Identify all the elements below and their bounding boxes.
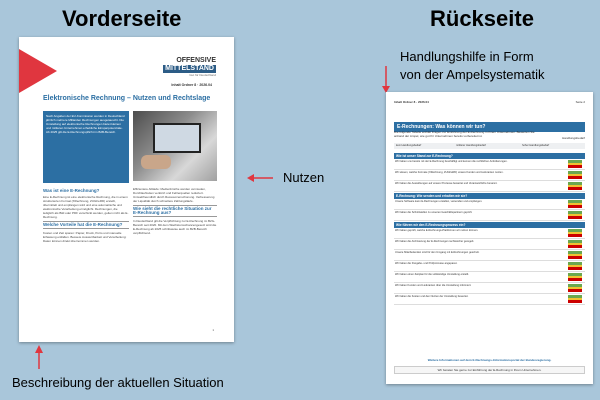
assessment-row bbox=[394, 199, 585, 210]
front-column-right bbox=[133, 187, 217, 327]
legend-yellow: mittlerer Handlungsbedarf bbox=[456, 144, 486, 147]
assessment-row-text: Wir haben die Freigabe- und Prüfprozesse angepasst. bbox=[395, 262, 458, 265]
section-header: E-Rechnung: Wie senden und erhalten wir sie? bbox=[394, 193, 585, 199]
handout-annotation-line1: Handlungshilfe in Form bbox=[400, 49, 534, 64]
situation-annotation: Beschreibung der aktuellen Situation bbox=[12, 375, 224, 390]
assessment-row bbox=[394, 159, 585, 170]
assessment-row-text: Wir haben die Kosten und den Nutzen der Umstellung bewertet. bbox=[395, 295, 469, 298]
assessment-row-text: Wir haben die Auswirkungen auf unsere Prozesse bewertet und Verantwortliche benannt. bbox=[395, 182, 498, 185]
traffic-light-icon bbox=[568, 295, 582, 303]
legend-red: hoher Handlungsbedarf bbox=[522, 144, 550, 147]
front-column-left bbox=[43, 187, 129, 327]
back-docref: Inhalt Ordner 8 · 2026.04 bbox=[394, 100, 429, 104]
front-sub-heading-2: Welche Vorteile hat die E-Rechnung? bbox=[43, 221, 129, 229]
assessment-row-text: Unsere Mitarbeitenden sind für den Umgang mit E-Rechnungen geschult. bbox=[395, 251, 480, 254]
back-page-heading: Rückseite bbox=[430, 6, 534, 31]
traffic-light-icon bbox=[568, 229, 582, 237]
assessment-row bbox=[394, 294, 585, 305]
handout-arrow-icon bbox=[380, 64, 392, 94]
front-col1-text: Eine E-Rechnung ist eine elektronische Rechnung, die in einem strukturierten Format (XRechnung, ZUGFeRD) erstellt, übermittelt und empfangen wird und eine automatische und elektronische Verarbeitung ermöglicht. Rechnungen, die lediglich als Bild oder PDF verschickt werden, gelten nicht als E-Rechnung. bbox=[43, 195, 129, 219]
traffic-light-icon bbox=[568, 240, 582, 248]
front-title: Elektronische Rechnung – Nutzen und Rechtslage bbox=[43, 95, 211, 102]
assessment-row-text: Wir haben uns bereits mit der E-Rechnung beschäftigt und kennen die rechtlichen Anforderungen. bbox=[395, 160, 508, 163]
traffic-light-legend bbox=[394, 143, 585, 149]
traffic-light-icon bbox=[568, 200, 582, 208]
assessment-row-text: Wir haben die Archivierung der E-Rechnungen rechtssicher geregelt. bbox=[395, 240, 475, 243]
traffic-light-icon bbox=[568, 273, 582, 281]
assessment-row-text: Wir haben geprüft, welche E-Rechnungs-Plattformen wir nutzen können. bbox=[395, 229, 479, 232]
assessment-row bbox=[394, 283, 585, 294]
back-title: E-Rechnungen: Was können wir tun? bbox=[394, 122, 585, 132]
assessment-row-text: Wir haben Kunden und Lieferanten über die Umstellung informiert. bbox=[395, 284, 472, 287]
assessment-row bbox=[394, 181, 585, 192]
assessment-row-text: Unsere Software kann E-Rechnungen erstellen, versenden und empfangen. bbox=[395, 200, 483, 203]
assessment-row bbox=[394, 272, 585, 283]
front-page-number: 1 bbox=[212, 328, 214, 332]
assessment-row-text: Wir haben einen Zeitplan für die vollständige Umstellung erstellt. bbox=[395, 273, 469, 276]
front-page-document bbox=[19, 37, 234, 342]
front-col2-text: Effizientere Abläufe: Medienbrüche werden vermieden, Durchlaufzeiten verkürzt und Fehlerquellen reduziert. Umweltfreundlich durch Ressourcenschonung. Verbesserung der Liquidität durch schnellere Zahlungsläufe. bbox=[133, 187, 215, 203]
front-docref: Inhalt Ordner 8 · 2026.04 bbox=[171, 83, 212, 87]
back-note: Wir beraten Sie gerne zur Einführung der E-Rechnung in Ihrem Unternehmen. bbox=[394, 366, 585, 374]
assessment-row-text: Wir haben die Schnittstellen zu unseren Geschäftspartnern geprüft. bbox=[395, 211, 473, 214]
section-header: Wie führen wir den E-Rechnungsprozess ein? bbox=[394, 222, 585, 228]
traffic-light-icon bbox=[568, 160, 582, 168]
benefit-annotation: Nutzen bbox=[283, 170, 325, 185]
traffic-light-icon bbox=[568, 182, 582, 190]
assessment-row bbox=[394, 170, 585, 181]
traffic-light-icon bbox=[568, 262, 582, 270]
front-sub-heading-3: Wie sieht die rechtliche Situation zur E-Rechnung aus? bbox=[133, 205, 217, 217]
assessment-row bbox=[394, 261, 585, 272]
traffic-light-icon bbox=[568, 251, 582, 259]
back-docref-right: Seite 2 bbox=[575, 100, 585, 104]
assessment-row bbox=[394, 239, 585, 250]
assessment-row-text: Wir wissen, welche Formate (XRechnung, ZUGFeRD) unsere Kunden und Lieferanten nutzen. bbox=[395, 171, 504, 174]
assessment-row bbox=[394, 228, 585, 239]
assessment-row bbox=[394, 210, 585, 221]
back-page-document bbox=[386, 92, 593, 384]
front-intro-box: Nach Angaben der EU-Kommission werden in Deutschland jährlich mehrere Milliarden Rechnungen ausgetauscht. Die Umstellung auf elektronische Rechnungen bietet kleinen und mittleren Unternehmen erhebliche Einsparpotenziale. Ab 2025 gilt die E-Rechnungspflicht im B2B-Bereich. bbox=[43, 111, 129, 183]
traffic-light-icon bbox=[568, 284, 582, 292]
assessment-table bbox=[394, 152, 585, 305]
front-sub-heading-1: Was ist eine E-Rechnung? bbox=[43, 188, 100, 193]
traffic-light-icon bbox=[568, 211, 582, 219]
laptop-photo bbox=[133, 111, 217, 181]
front-page-heading: Vorderseite bbox=[62, 6, 182, 31]
offensive-mittelstand-logo: OFFENSIVE MITTELSTAND Gut für Deutschland bbox=[165, 57, 216, 77]
red-triangle-mark bbox=[19, 49, 57, 93]
back-footer: Weitere Informationen auf dem E-Rechnungs-Informationsportal der Bundesregierung. bbox=[427, 358, 552, 362]
front-col1-text2: Kosten und Zeit sparen: Papier, Druck, Porto und manuelle Erfassung entfallen. Bessere Auswertbarkeit und Verarbeitung: Daten können direkt übernommen werden. bbox=[43, 231, 127, 243]
situation-arrow-icon bbox=[33, 345, 45, 371]
traffic-light-icon bbox=[568, 171, 582, 179]
handout-annotation-line2: von der Ampelsystematik bbox=[400, 67, 545, 82]
benefit-arrow-icon bbox=[247, 172, 275, 184]
legend-heading: Handlungsbedarf bbox=[562, 136, 585, 140]
back-intro: Die folgende Tabelle enthält Fragen zur Einführung der E-Rechnung in Ihrem Unternehmen. Bewerten Sie anhand der Ampel, wie gut Ihr Unternehmen bereits vorbereitet ist. bbox=[394, 130, 535, 138]
section-header: Wie ist unser Stand zur E-Rechnung? bbox=[394, 153, 585, 159]
assessment-row bbox=[394, 250, 585, 261]
legend-green: kein Handlungsbedarf bbox=[396, 144, 422, 147]
front-col2-text2: In Deutschland gilt die Verpflichtung zur E-Rechnung im B2G-Bereich seit 2020. Mit dem Wachstumschancengesetz wird die E-Rechnung ab 2025 schrittweise auch im B2B-Bereich verpflichtend. bbox=[133, 219, 217, 235]
